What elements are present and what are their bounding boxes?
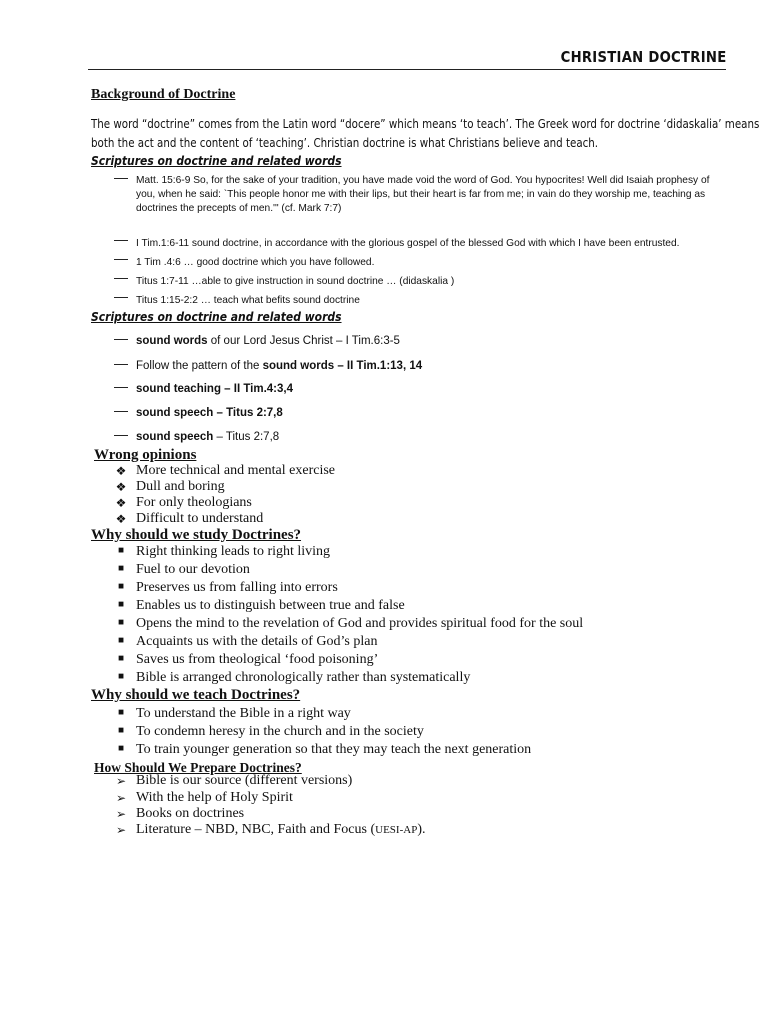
wrong-opinion-item: Difficult to understand [136,511,264,526]
background-heading: Background of Doctrine [91,87,236,102]
square-bullet-icon: ■ [117,635,125,646]
intro-line-2: both the act and the content of ‘teaching’. Christian doctrine is what Christians believe and teach. [91,135,599,150]
square-bullet-icon: ■ [117,743,125,754]
arrowhead-bullet-icon: ➢ [115,823,127,837]
how-prepare-item: Bible is our source (different versions) [136,773,353,788]
scripture-item: Matt. 15:6-9 So, for the sake of your tradition, you have made void the word of God. You hypocrites! Well did Isaiah prophesy of you, when he said: `This people honor me with their lips, but their heart is far from me; in vain do they worship me, teaching as doctrines the precepts of men.'" (cf. Mark 7:7) [136,175,710,214]
why-study-item: Bible is arranged chronologically rather than systematically [136,670,471,685]
sound-words-item: sound teaching – II Tim.4:3,4 [136,383,293,395]
diamond-bullet-icon: ❖ [115,512,127,526]
scripture-item: 1 Tim .4:6 … good doctrine which you have followed. [136,257,375,268]
square-bullet-icon: ■ [117,725,125,736]
dash-bullet: — [114,288,128,304]
wrong-opinions-heading: Wrong opinions [94,447,197,463]
header-rule [88,69,726,70]
why-study-item: Preserves us from falling into errors [136,580,338,595]
dash-bullet: — [114,250,128,266]
square-bullet-icon: ■ [117,599,125,610]
wrong-opinion-item: For only theologians [136,495,252,510]
square-bullet-icon: ■ [117,653,125,664]
dash-bullet: — [114,269,128,285]
arrowhead-bullet-icon: ➢ [115,774,127,788]
why-study-item: Opens the mind to the revelation of God and provides spiritual food for the soul [136,616,584,631]
dash-bullet: — [114,378,128,394]
square-bullet-icon: ■ [117,563,125,574]
how-prepare-item: With the help of Holy Spirit [136,790,293,805]
how-prepare-item: Literature – NBD, NBC, Faith and Focus (UESI-AP). [136,822,426,837]
how-prepare-item: Books on doctrines [136,806,245,821]
square-bullet-icon: ■ [117,671,125,682]
why-study-item: Saves us from theological ‘food poisoning’ [136,652,379,667]
dash-bullet: — [114,231,128,247]
sound-words-item: sound speech – Titus 2:7,8 [136,431,280,443]
arrowhead-bullet-icon: ➢ [115,791,127,805]
scriptures-heading-1: Scriptures on doctrine and related words [91,153,342,168]
dash-bullet: — [114,169,128,185]
scripture-item: Titus 1:7-11 …able to give instruction in sound doctrine … (didaskalia ) [136,276,455,287]
scriptures-heading-2: Scriptures on doctrine and related words [91,309,342,324]
why-study-item: Right thinking leads to right living [136,544,331,559]
diamond-bullet-icon: ❖ [115,480,127,494]
why-study-item: Acquaints us with the details of God’s plan [136,634,378,649]
why-teach-item: To train younger generation so that they may teach the next generation [136,742,532,757]
scripture-item: I Tim.1:6-11 sound doctrine, in accordance with the glorious gospel of the blessed God with which I have been entrusted. [136,238,680,249]
arrowhead-bullet-icon: ➢ [115,807,127,821]
square-bullet-icon: ■ [117,545,125,556]
why-study-item: Enables us to distinguish between true and false [136,598,405,613]
sound-words-item: sound words of our Lord Jesus Christ – I Tim.6:3-5 [136,335,400,347]
dash-bullet: — [114,426,128,442]
diamond-bullet-icon: ❖ [115,496,127,510]
how-prepare-heading: How Should We Prepare Doctrines? [94,760,302,775]
why-teach-heading: Why should we teach Doctrines? [91,687,301,703]
diamond-bullet-icon: ❖ [115,464,127,478]
why-study-heading: Why should we study Doctrines? [91,527,302,543]
wrong-opinion-item: More technical and mental exercise [136,463,336,478]
dash-bullet: — [114,355,128,371]
sound-words-item: Follow the pattern of the sound words – II Tim.1:13, 14 [136,360,423,372]
why-study-item: Fuel to our devotion [136,562,250,577]
dash-bullet: — [114,330,128,346]
dash-bullet: — [114,402,128,418]
intro-line-1: The word “doctrine” comes from the Latin word “docere” which means ‘to teach’. The Greek word for doctrine ‘didaskalia’ means [91,116,760,131]
wrong-opinion-item: Dull and boring [136,479,225,494]
why-teach-item: To understand the Bible in a right way [136,706,351,721]
document-title: CHRISTIAN DOCTRINE [560,48,726,66]
square-bullet-icon: ■ [117,707,125,718]
scripture-item: Titus 1:15-2:2 … teach what befits sound doctrine [136,295,360,306]
square-bullet-icon: ■ [117,581,125,592]
why-teach-item: To condemn heresy in the church and in the society [136,724,424,739]
sound-words-item: sound speech – Titus 2:7,8 [136,407,283,419]
square-bullet-icon: ■ [117,617,125,628]
